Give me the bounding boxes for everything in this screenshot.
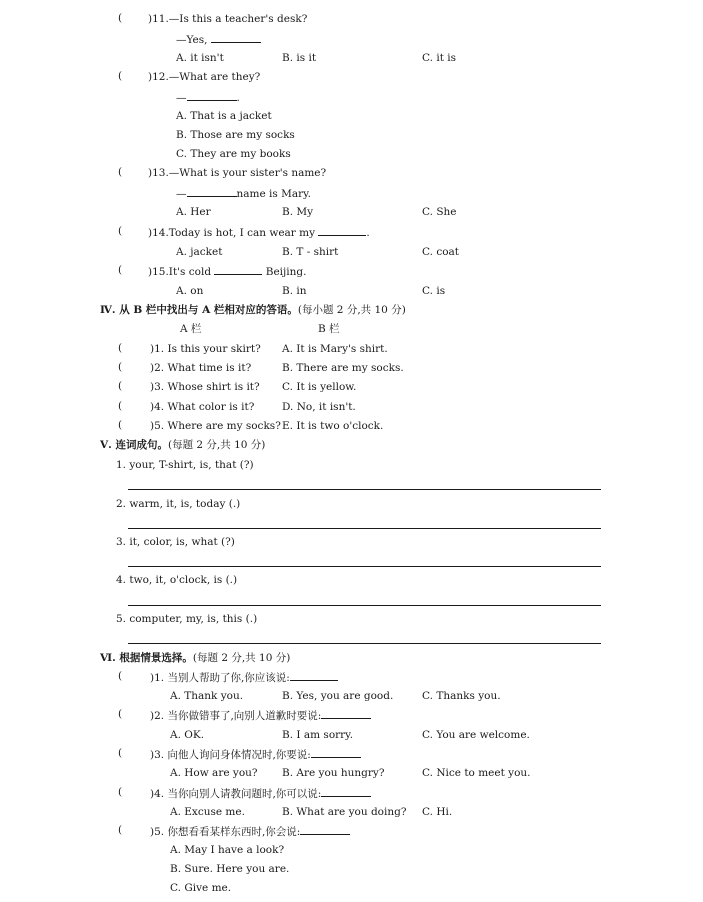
question-stem: )3. 向他人询问身体情况时,你要说: — [150, 749, 311, 761]
match-answer: E. It is two o'clock. — [282, 420, 384, 432]
option-b[interactable]: B. in — [282, 285, 307, 297]
option-c[interactable]: C. They are my books — [176, 148, 291, 160]
match-question: )3. Whose shirt is it? — [150, 381, 260, 393]
question-number: )12. — [148, 71, 169, 83]
option-b[interactable]: B. My — [282, 206, 314, 218]
option-c[interactable]: C. Thanks you. — [422, 690, 501, 702]
answer-line[interactable] — [128, 643, 601, 644]
match-question: )1. Is this your skirt? — [150, 343, 261, 355]
stem-tail: Beijing. — [265, 266, 307, 278]
answer-blank[interactable] — [300, 824, 350, 835]
question-13-reply — [176, 186, 311, 201]
column-b-header: B 栏 — [318, 323, 340, 335]
section-score: (每题 2 分,共 10 分) — [167, 439, 266, 451]
answer-blank[interactable] — [321, 786, 371, 797]
option-b[interactable]: B. is it — [282, 52, 317, 64]
situation-question — [150, 824, 350, 839]
option-c[interactable]: C. Nice to meet you. — [422, 767, 531, 779]
question-stem: It's cold — [168, 266, 212, 278]
option-b[interactable]: B. Those are my socks — [176, 129, 295, 141]
option-a[interactable]: A. May I have a look? — [170, 844, 285, 856]
answer-paren[interactable]: ( — [118, 264, 123, 276]
question-number: )15. — [148, 266, 169, 278]
section-score: (每题 2 分,共 10 分) — [192, 652, 291, 664]
question-stem: —Is this a teacher's desk? — [168, 13, 308, 25]
answer-line[interactable] — [128, 489, 601, 490]
option-a[interactable]: A. Her — [176, 206, 211, 218]
question-stem: )1. 当别人帮助了你,你应该说: — [150, 672, 290, 684]
section-title: Ⅵ. 根据情景选择。 — [100, 652, 193, 664]
option-a[interactable]: A. How are you? — [170, 767, 258, 779]
reply-text: — — [176, 92, 187, 104]
answer-paren[interactable]: ( — [118, 361, 123, 373]
option-c[interactable]: C. is — [422, 285, 446, 297]
option-a[interactable]: A. That is a jacket — [176, 110, 272, 122]
answer-paren[interactable]: ( — [118, 708, 123, 720]
reorder-prompt: 4. two, it, o'clock, is (.) — [116, 574, 238, 586]
answer-blank[interactable] — [187, 186, 237, 197]
answer-paren[interactable]: ( — [118, 380, 123, 392]
option-b[interactable]: B. I am sorry. — [282, 729, 354, 741]
option-c[interactable]: C. She — [422, 206, 457, 218]
answer-blank[interactable] — [321, 708, 371, 719]
option-a[interactable]: A. Thank you. — [170, 690, 244, 702]
answer-line[interactable] — [128, 566, 601, 567]
option-c[interactable]: C. coat — [422, 246, 460, 258]
option-b[interactable]: B. Are you hungry? — [282, 767, 385, 779]
reorder-prompt: 3. it, color, is, what (?) — [116, 536, 235, 548]
answer-paren[interactable]: ( — [118, 12, 123, 24]
section-title: Ⅳ. 从 B 栏中找出与 A 栏相对应的答语。 — [100, 304, 298, 316]
question-stem: )2. 当你做错事了,向别人道歉时要说: — [150, 710, 322, 722]
question-stem: —What are they? — [168, 71, 261, 83]
column-a-header: A 栏 — [180, 323, 202, 335]
option-b[interactable]: B. Yes, you are good. — [282, 690, 394, 702]
match-answer: C. It is yellow. — [282, 381, 357, 393]
question-stem: —What is your sister's name? — [168, 167, 327, 179]
question-stem: )5. 你想看看某样东西时,你会说: — [150, 826, 301, 838]
match-question: )5. Where are my socks? — [150, 420, 281, 432]
option-a[interactable]: A. OK. — [170, 729, 205, 741]
stem-end: . — [366, 227, 370, 239]
answer-paren[interactable]: ( — [118, 166, 123, 178]
answer-blank[interactable] — [290, 670, 338, 681]
answer-blank[interactable] — [311, 747, 361, 758]
answer-paren[interactable]: ( — [118, 400, 123, 412]
answer-blank[interactable] — [211, 32, 261, 43]
reply-text: — — [176, 188, 187, 200]
section-score: (每小题 2 分,共 10 分) — [297, 304, 406, 316]
answer-line[interactable] — [128, 528, 601, 529]
answer-paren[interactable]: ( — [118, 342, 123, 354]
answer-paren[interactable]: ( — [118, 824, 123, 836]
section-4-heading — [100, 303, 406, 317]
answer-paren[interactable]: ( — [118, 670, 123, 682]
answer-paren[interactable]: ( — [118, 786, 123, 798]
question-stem: Today is hot, I can wear my — [168, 227, 316, 239]
reply-end: . — [236, 92, 240, 104]
question-stem: )4. 当你向别人请教问题时,你可以说: — [150, 788, 322, 800]
question-11 — [148, 12, 307, 26]
reorder-prompt: 1. your, T-shirt, is, that (?) — [116, 459, 254, 471]
question-number: )11. — [148, 13, 169, 25]
reply-text: —Yes, — [176, 34, 208, 46]
answer-paren[interactable]: ( — [118, 225, 123, 237]
question-12-reply — [176, 90, 240, 105]
match-question: )2. What time is it? — [150, 362, 252, 374]
situation-question — [150, 670, 338, 685]
section-title: Ⅴ. 连词成句。 — [100, 439, 168, 451]
answer-paren[interactable]: ( — [118, 70, 123, 82]
situation-question — [150, 708, 371, 723]
answer-blank[interactable] — [318, 225, 366, 236]
match-question: )4. What color is it? — [150, 401, 255, 413]
option-c[interactable]: C. it is — [422, 52, 456, 64]
section-5-heading — [100, 438, 265, 452]
match-answer: A. It is Mary's shirt. — [282, 343, 388, 355]
option-a[interactable]: A. on — [176, 285, 204, 297]
situation-question — [150, 747, 361, 762]
answer-blank[interactable] — [187, 90, 237, 101]
question-number: )13. — [148, 167, 169, 179]
section-6-heading — [100, 651, 290, 665]
question-15 — [148, 264, 306, 279]
question-12 — [148, 70, 260, 84]
situation-question — [150, 786, 371, 801]
option-b[interactable]: B. T - shirt — [282, 246, 339, 258]
question-number: )14. — [148, 227, 169, 239]
reply-tail: name is Mary. — [236, 188, 312, 200]
option-a[interactable]: A. jacket — [176, 246, 223, 258]
answer-paren[interactable]: ( — [118, 419, 123, 431]
option-a[interactable]: A. it isn't — [176, 52, 224, 64]
reorder-prompt: 2. warm, it, is, today (.) — [116, 498, 241, 510]
option-c[interactable]: C. Hi. — [422, 806, 453, 818]
match-answer: B. There are my socks. — [282, 362, 404, 374]
answer-line[interactable] — [128, 605, 601, 606]
option-b[interactable]: B. Sure. Here you are. — [170, 863, 290, 875]
option-c[interactable]: C. Give me. — [170, 882, 232, 894]
match-answer: D. No, it isn't. — [282, 401, 356, 413]
question-11-reply — [176, 32, 261, 47]
option-a[interactable]: A. Excuse me. — [170, 806, 245, 818]
answer-blank[interactable] — [214, 264, 262, 275]
option-b[interactable]: B. What are you doing? — [282, 806, 407, 818]
answer-paren[interactable]: ( — [118, 747, 123, 759]
question-13 — [148, 166, 326, 180]
option-c[interactable]: C. You are welcome. — [422, 729, 530, 741]
reorder-prompt: 5. computer, my, is, this (.) — [116, 613, 258, 625]
question-14 — [148, 225, 370, 240]
